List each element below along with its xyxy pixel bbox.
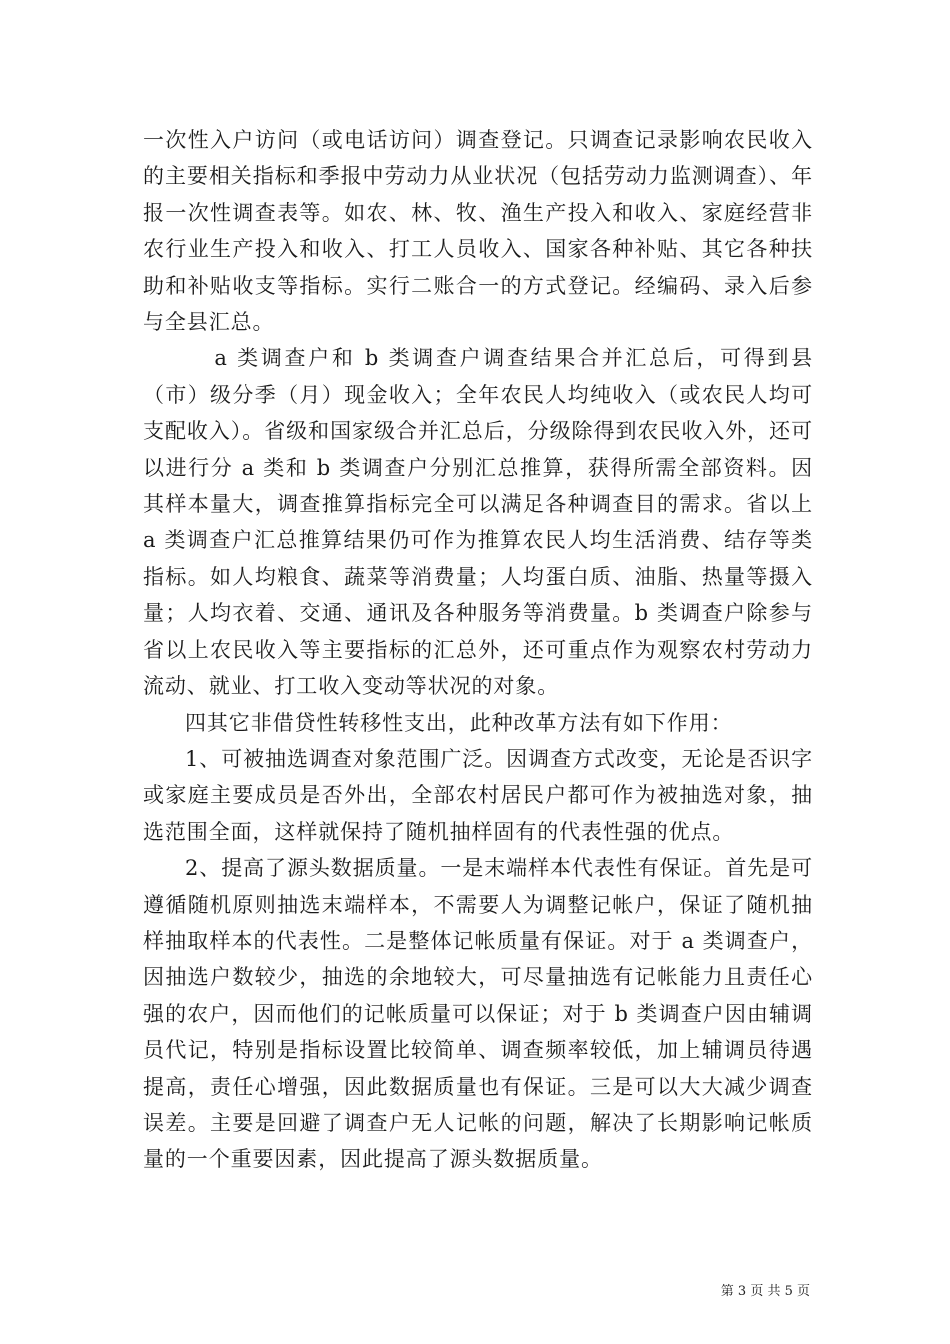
paragraph-effect-2: 2、提高了源头数据质量。一是末端样本代表性有保证。首先是可遵循随机原则抽选末端样本，不需要人为调整记帐户，保证了随机抽样抽取样本的代表性。二是整体记帐质量有保证。对于 a 类调查户，因抽选户数较少，抽选的余地较大，可尽量抽选有记帐能力且责任心强的农户，因而他们的记帐质量可以保证；对于 b 类调查户因由辅调员代记，特别是指标设置比较简单、调查频率较低，加上辅调员待遇提高，责任心增强，因此数据质量也有保证。三是可以大大减少调查误差。主要是回避了调查户无人记帐的问题，解决了长期影响记帐质量的一个重要因素，因此提高了源头数据质量。: [143, 856, 813, 1172]
paragraph-aggregation: a 类调查户和 b 类调查户调查结果合并汇总后，可得到县（市）级分季（月）现金收入；全年农民人均纯收入（或农民人均可支配收入）。省级和国家级合并汇总后，分级除得到农民收入外，还可以进行分 a 类和 b 类调查户分别汇总推算，获得所需全部资料。因其样本量大，调查推算指标完全可以满足各种调查目的需求。省以上 a 类调查户汇总推算结果仍可作为推算农民人均生活消费、结存等类指标。如人均粮食、蔬菜等消费量；人均蛋白质、油脂、热量等摄入量；人均衣着、交通、通讯及各种服务等消费量。b 类调查户除参与省以上农民收入等主要指标的汇总外，还可重点作为观察农村劳动力流动、就业、打工收入变动等状况的对象。: [143, 346, 813, 699]
page-number-footer: 第 3 页 共 5 页: [720, 1284, 810, 1299]
paragraph-reform-effects-heading: 四其它非借贷性转移性支出，此种改革方法有如下作用：: [185, 710, 733, 735]
paragraph-survey-registration: 一次性入户访问（或电话访问）调查登记。只调查记录影响农民收入的主要相关指标和季报中劳动力从业状况（包括劳动力监测调查）、年报一次性调查表等。如农、林、牧、渔生产投入和收入、家庭经营非农行业生产投入和收入、打工人员收入、国家各种补贴、其它各种扶助和补贴收支等指标。实行二账合一的方式登记。经编码、录入后参与全县汇总。: [143, 128, 813, 335]
document-body: [143, 122, 813, 1178]
paragraph-effect-1: 1、可被抽选调查对象范围广泛。因调查方式改变，无论是否识字或家庭主要成员是否外出，全部农村居民户都可作为被抽选对象，抽选范围全面，这样就保持了随机抽样固有的代表性强的优点。: [143, 746, 813, 844]
